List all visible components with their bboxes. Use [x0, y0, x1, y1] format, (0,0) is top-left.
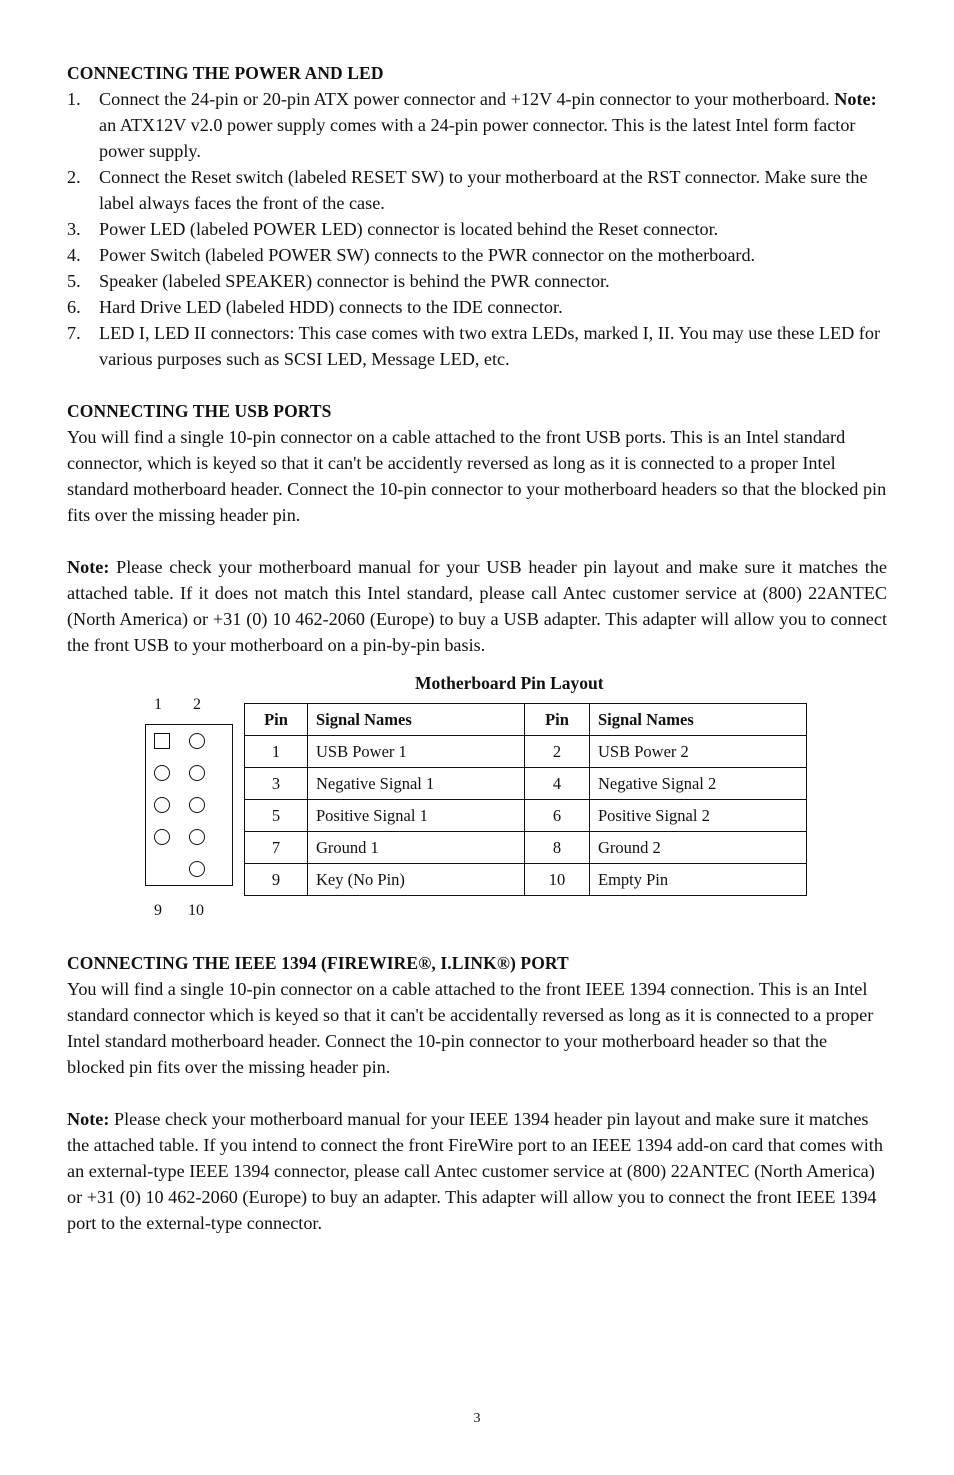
pin-cell: 3	[245, 768, 308, 800]
pin-layout-title: Motherboard Pin Layout	[415, 673, 604, 693]
signal-cell: Empty Pin	[590, 864, 807, 896]
signal-cell: Negative Signal 2	[590, 768, 807, 800]
pin-cell: 8	[525, 832, 590, 864]
pin-2-circle	[189, 733, 205, 749]
table-row	[245, 800, 807, 832]
list-item	[67, 242, 887, 268]
usb-section-heading: CONNECTING THE USB PORTS	[67, 401, 332, 421]
column-header: Pin	[245, 704, 308, 736]
list-number: 3.	[67, 219, 81, 239]
pin-cell: 7	[245, 832, 308, 864]
pin-label-2: 2	[193, 696, 201, 713]
usb-paragraph: You will find a single 10-pin connector on a cable attached to the front USB ports. This is an Intel standard connector, which is keyed so that it can't be accidently reversed as long as it is connected to a proper Intel standard motherboard header. Connect the 10-pin connector to your motherboard headers so that the blocked pin fits over the missing header pin.	[67, 427, 887, 525]
signal-cell: Ground 2	[590, 832, 807, 864]
list-number: 2.	[67, 167, 81, 187]
pin-cell: 1	[245, 736, 308, 768]
list-text: Connect the Reset switch (labeled RESET SW) to your motherboard at the RST connector. Make sure the label always faces the front of the case.	[99, 167, 868, 213]
ieee-note-text: Please check your motherboard manual for your IEEE 1394 header pin layout and make sure it matches the attached table. If you intend to connect the front FireWire port to an IEEE 1394 add-on card that comes with an external-type IEEE 1394 connector, please call Antec customer service at (800) 22ANTEC (North America) or +31 (0) 10 462-2060 (Europe) to buy an adapter. This adapter will allow you to connect the front IEEE 1394 port to the external-type connector.	[67, 1109, 883, 1233]
list-text: LED I, LED II connectors: This case comes with two extra LEDs, marked I, II. You may use these LED for various purposes such as SCSI LED, Message LED, etc.	[99, 323, 881, 369]
list-number: 7.	[67, 323, 81, 343]
pin-4-circle	[189, 765, 205, 781]
column-header: Pin	[525, 704, 590, 736]
pin-cell: 5	[245, 800, 308, 832]
page-content	[67, 60, 887, 1236]
pin-label-10: 10	[188, 902, 204, 919]
table-row	[245, 864, 807, 896]
pin-layout-figure	[67, 658, 887, 950]
pin-cell: 2	[525, 736, 590, 768]
ieee-paragraph: You will find a single 10-pin connector on a cable attached to the front IEEE 1394 connection. This is an Intel standard connector which is keyed so that it can't be accidentally reversed as long as it is connected to a proper Intel standard motherboard header. Connect the 10-pin connector to your motherboard header so that the blocked pin fits over the missing header pin.	[67, 979, 874, 1077]
table-header-row	[245, 704, 807, 736]
signal-cell: USB Power 2	[590, 736, 807, 768]
list-item	[67, 216, 887, 242]
pin-3-circle	[154, 765, 170, 781]
signal-cell: Negative Signal 1	[308, 768, 525, 800]
list-text: Speaker (labeled SPEAKER) connector is behind the PWR connector.	[99, 271, 610, 291]
ieee-section-heading: CONNECTING THE IEEE 1394 (FIREWIRE®, I.LINK®) PORT	[67, 953, 569, 973]
table-row	[245, 768, 807, 800]
list-text: Power Switch (labeled POWER SW) connects to the PWR connector on the motherboard.	[99, 245, 756, 265]
pin-5-circle	[154, 797, 170, 813]
table-row	[245, 832, 807, 864]
pin-cell: 6	[525, 800, 590, 832]
pin-8-circle	[189, 829, 205, 845]
list-number: 5.	[67, 271, 81, 291]
pin-cell: 10	[525, 864, 590, 896]
pin-1-square	[154, 733, 170, 749]
signal-cell: Positive Signal 1	[308, 800, 525, 832]
list-item	[67, 86, 887, 164]
list-number: 6.	[67, 297, 81, 317]
list-item	[67, 164, 887, 216]
power-section-heading: CONNECTING THE POWER AND LED	[67, 63, 384, 83]
pin-cell: 9	[245, 864, 308, 896]
pin-10-circle	[189, 861, 205, 877]
signal-cell: Key (No Pin)	[308, 864, 525, 896]
list-text: Hard Drive LED (labeled HDD) connects to the IDE connector.	[99, 297, 563, 317]
page-number: 3	[473, 1411, 481, 1426]
pin-table	[244, 703, 807, 896]
pin-label-1: 1	[154, 696, 162, 713]
note-label: Note:	[67, 557, 110, 577]
usb-note-text: Please check your motherboard manual for your USB header pin layout and make sure it matches the attached table. If it does not match this Intel standard, please call Antec customer service at (800) 22ANTEC (North America) or +31 (0) 10 462-2060 (Europe) to buy a USB adapter. This adapter will allow you to connect the front USB to your motherboard on a pin-by-pin basis.	[67, 557, 887, 655]
signal-cell: Ground 1	[308, 832, 525, 864]
list-text: an ATX12V v2.0 power supply comes with a 24-pin power connector. This is the latest Intel form factor power supply.	[99, 115, 856, 161]
table-row	[245, 736, 807, 768]
usb-header-diagram	[137, 692, 243, 932]
list-text: Connect the 24-pin or 20-pin ATX power connector and +12V 4-pin connector to your motherboard.	[99, 89, 835, 109]
note-label: Note:	[67, 1109, 110, 1129]
column-header: Signal Names	[308, 704, 525, 736]
pin-cell: 4	[525, 768, 590, 800]
usb-note	[67, 554, 887, 658]
list-number: 4.	[67, 245, 81, 265]
signal-cell: USB Power 1	[308, 736, 525, 768]
list-item	[67, 294, 887, 320]
column-header: Signal Names	[590, 704, 807, 736]
pin-6-circle	[189, 797, 205, 813]
list-item	[67, 320, 887, 372]
power-steps-list	[67, 86, 887, 372]
pin-label-9: 9	[154, 902, 162, 919]
signal-cell: Positive Signal 2	[590, 800, 807, 832]
note-label: Note:	[834, 89, 877, 109]
pin-7-circle	[154, 829, 170, 845]
ieee-note	[67, 1106, 887, 1236]
list-text: Power LED (labeled POWER LED) connector is located behind the Reset connector.	[99, 219, 719, 239]
list-item	[67, 268, 887, 294]
list-number: 1.	[67, 89, 81, 109]
